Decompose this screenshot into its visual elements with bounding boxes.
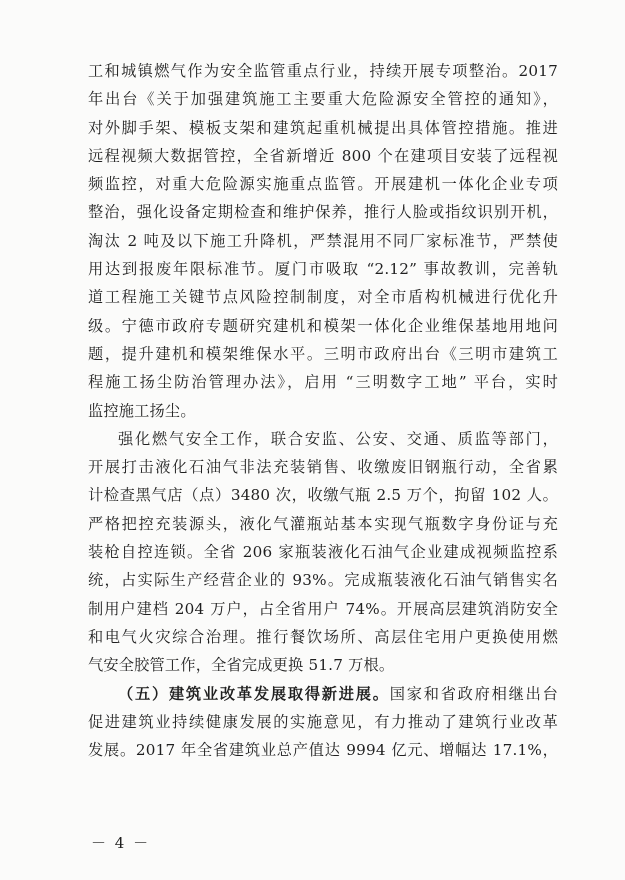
- text-line: 级。宁德市政府专题研究建机和模架一体化企业维保基地用地问: [88, 316, 558, 335]
- section-heading: （五）建筑业改革发展取得新进展。: [118, 684, 390, 703]
- text-line: 发展。2017 年全省建筑业总产值达 9994 亿元、增幅达 17.1%，: [88, 741, 558, 760]
- text-line: 促进建筑业持续健康发展的实施意见，有力推动了建筑行业改革: [88, 712, 558, 731]
- text-line: 气安全胶管工作，全省完成更换 51.7 万根。: [88, 656, 395, 675]
- heading-line-rest: 国家和省政府相继出台: [389, 684, 558, 703]
- text-line: 对外脚手架、模板支架和建筑起重机械提出具体管控措施。推进: [88, 118, 558, 137]
- text-line: 开展打击液化石油气非法充装销售、收缴废旧钢瓶行动，全省累: [88, 458, 558, 477]
- text-line: [88, 680, 558, 708]
- text-line: 强化燃气安全工作，联合安监、公安、交通、质监等部门，: [118, 429, 558, 448]
- text-line: 制用户建档 204 万户，占全省用户 74%。开展高层建筑消防安全: [88, 599, 558, 618]
- text-line: 淘汰 2 吨及以下施工升降机，严禁混用不同厂家标准节，严禁使: [88, 231, 558, 250]
- text-line: 程施工扬尘防治管理办法》，启用 “三明数字工地” 平台，实时: [88, 373, 558, 392]
- paragraph-2: [88, 425, 558, 680]
- text-line: 和电气火灾综合治理。推行餐饮场所、高层住宅用户更换使用燃: [88, 627, 558, 646]
- paragraph-1: [88, 57, 558, 425]
- document-body: [88, 57, 558, 764]
- text-line: 计检查黑气店（点）3480 次，收缴气瓶 2.5 万个，拘留 102 人。: [88, 486, 558, 505]
- text-line: 远程视频大数据管控，全省新增近 800 个在建项目安装了远程视: [88, 146, 558, 165]
- text-line: 道工程施工关键节点风险控制制度，对全市盾构机械进行优化升: [88, 288, 558, 307]
- page-number: － 4 －: [91, 834, 151, 852]
- text-line: 用达到报废年限标准节。厦门市吸取 “2.12” 事故教训，完善轨: [88, 260, 558, 279]
- text-line: 监控施工扬尘。: [88, 401, 196, 420]
- text-line: 工和城镇燃气作为安全监管重点行业，持续开展专项整治。2017: [88, 62, 558, 80]
- text-line: 整治，强化设备定期检查和维护保养，推行人脸或指纹识别开机，: [88, 203, 558, 222]
- text-line: 频监控，对重大危险源实施重点监管。开展建机一体化企业专项: [88, 175, 558, 194]
- text-line: 统，占实际生产经营企业的 93%。完成瓶装液化石油气销售实名: [88, 571, 558, 590]
- text-line: 严格把控充装源头，液化气灌瓶站基本实现气瓶数字身份证与充: [88, 514, 558, 533]
- paragraph-3: [88, 680, 558, 765]
- text-line: 年出台《关于加强建筑施工主要重大危险源安全管控的通知》，: [88, 90, 558, 109]
- text-line: 题，提升建机和模架维保水平。三明市政府出台《三明市建筑工: [88, 344, 558, 363]
- text-line: 装枪自控连锁。全省 206 家瓶装液化石油气企业建成视频监控系: [88, 543, 558, 562]
